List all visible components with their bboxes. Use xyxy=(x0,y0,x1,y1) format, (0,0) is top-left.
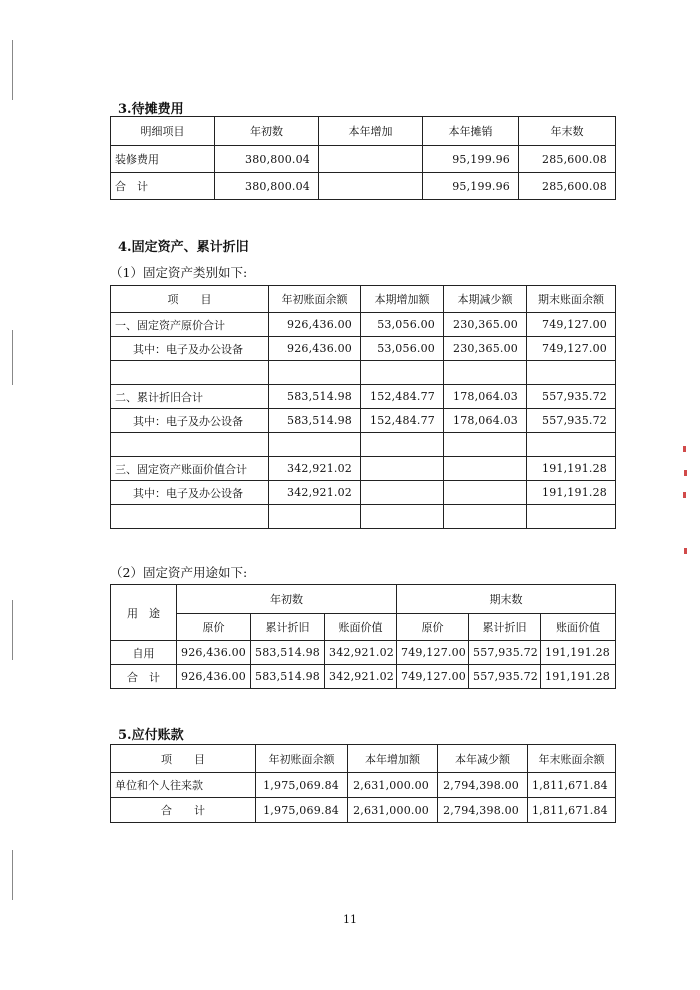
table-row xyxy=(111,337,616,361)
value-cell: 342,921.02 xyxy=(325,665,397,689)
value-cell: 191,191.28 xyxy=(527,481,616,505)
left-edge-mark xyxy=(12,40,13,100)
value-cell: 191,191.28 xyxy=(541,665,616,689)
value-cell: 53,056.00 xyxy=(361,337,444,361)
value-cell: 749,127.00 xyxy=(527,313,616,337)
section-title-accounts-payable: 5.应付账款 xyxy=(118,728,184,743)
fixed-asset-usage-table xyxy=(110,584,616,689)
header-cell: 年初账面余额 xyxy=(269,286,361,313)
value-cell xyxy=(319,173,423,200)
value-cell: 749,127.00 xyxy=(527,337,616,361)
table-row xyxy=(111,773,616,798)
row-label: 其中：电子及办公设备 xyxy=(111,481,269,505)
value-cell xyxy=(361,481,444,505)
value-cell: 1,975,069.84 xyxy=(256,798,348,823)
value-cell: 926,436.00 xyxy=(177,665,251,689)
header-cell: 本年摊销 xyxy=(423,117,519,146)
row-label: 合 计 xyxy=(111,173,215,200)
section-title-deferred-expenses: 3.待摊费用 xyxy=(118,102,184,117)
header-cell: 项 目 xyxy=(111,745,256,773)
accounts-payable-table xyxy=(110,744,616,823)
table-header-row xyxy=(111,117,616,146)
empty-cell xyxy=(111,433,269,457)
header-cell: 账面价值 xyxy=(325,614,397,641)
table-header-row xyxy=(111,286,616,313)
header-cell-usage: 用 途 xyxy=(111,585,177,641)
value-cell: 230,365.00 xyxy=(444,313,527,337)
seal-fragment-mark xyxy=(683,446,686,452)
page-number: 11 xyxy=(343,913,357,926)
row-label: 其中：电子及办公设备 xyxy=(111,409,269,433)
value-cell: 749,127.00 xyxy=(397,665,469,689)
table-row xyxy=(111,481,616,505)
value-cell: 583,514.98 xyxy=(251,665,325,689)
empty-cell xyxy=(269,505,361,529)
value-cell xyxy=(319,146,423,173)
section-title-fixed-assets: 4.固定资产、累计折旧 xyxy=(118,240,249,255)
value-cell: 285,600.08 xyxy=(519,173,616,200)
empty-cell xyxy=(269,433,361,457)
value-cell: 380,800.04 xyxy=(215,173,319,200)
left-edge-mark xyxy=(12,600,13,660)
header-cell: 累计折旧 xyxy=(469,614,541,641)
table-row-total xyxy=(111,798,616,823)
row-label: 自用 xyxy=(111,641,177,665)
value-cell: 342,921.02 xyxy=(269,457,361,481)
row-label: 二、累计折旧合计 xyxy=(111,385,269,409)
row-label: 装修费用 xyxy=(111,146,215,173)
value-cell: 557,935.72 xyxy=(527,385,616,409)
value-cell: 2,631,000.00 xyxy=(348,773,438,798)
table-row xyxy=(111,313,616,337)
header-cell: 本年减少额 xyxy=(438,745,528,773)
value-cell: 926,436.00 xyxy=(269,313,361,337)
deferred-expenses-table xyxy=(110,116,616,200)
value-cell: 1,811,671.84 xyxy=(528,773,616,798)
header-cell: 本期增加额 xyxy=(361,286,444,313)
value-cell: 178,064.03 xyxy=(444,385,527,409)
value-cell: 285,600.08 xyxy=(519,146,616,173)
value-cell xyxy=(361,457,444,481)
subtitle-fixed-asset-usage: （2）固定资产用途如下: xyxy=(110,565,248,580)
header-cell: 本期减少额 xyxy=(444,286,527,313)
value-cell: 53,056.00 xyxy=(361,313,444,337)
table-row xyxy=(111,146,616,173)
header-cell: 本年增加额 xyxy=(348,745,438,773)
header-cell: 累计折旧 xyxy=(251,614,325,641)
value-cell: 342,921.02 xyxy=(325,641,397,665)
header-cell: 原价 xyxy=(177,614,251,641)
value-cell: 230,365.00 xyxy=(444,337,527,361)
left-edge-mark xyxy=(12,850,13,900)
value-cell: 2,794,398.00 xyxy=(438,773,528,798)
seal-fragment-mark xyxy=(684,470,687,476)
value-cell: 2,794,398.00 xyxy=(438,798,528,823)
empty-cell xyxy=(361,433,444,457)
value-cell: 557,935.72 xyxy=(527,409,616,433)
header-cell: 期末账面余额 xyxy=(527,286,616,313)
header-cell: 原价 xyxy=(397,614,469,641)
value-cell: 583,514.98 xyxy=(251,641,325,665)
row-label: 一、固定资产原价合计 xyxy=(111,313,269,337)
value-cell: 2,631,000.00 xyxy=(348,798,438,823)
table-header-row xyxy=(111,585,616,614)
value-cell: 152,484.77 xyxy=(361,409,444,433)
table-row xyxy=(111,457,616,481)
header-cell: 本年增加 xyxy=(319,117,423,146)
header-cell: 年初账面余额 xyxy=(256,745,348,773)
seal-fragment-mark xyxy=(683,492,686,498)
value-cell: 1,811,671.84 xyxy=(528,798,616,823)
table-row-total xyxy=(111,665,616,689)
value-cell: 152,484.77 xyxy=(361,385,444,409)
table-subheader-row xyxy=(111,614,616,641)
value-cell: 191,191.28 xyxy=(527,457,616,481)
table-row-total xyxy=(111,173,616,200)
value-cell: 178,064.03 xyxy=(444,409,527,433)
seal-fragment-mark xyxy=(684,548,687,554)
row-label: 其中：电子及办公设备 xyxy=(111,337,269,361)
header-group-beginning: 年初数 xyxy=(177,585,397,614)
row-label: 合 计 xyxy=(111,665,177,689)
empty-cell xyxy=(111,505,269,529)
empty-cell xyxy=(361,505,444,529)
table-header-row xyxy=(111,745,616,773)
table-row xyxy=(111,409,616,433)
table-row-empty xyxy=(111,505,616,529)
value-cell: 95,199.96 xyxy=(423,173,519,200)
value-cell: 1,975,069.84 xyxy=(256,773,348,798)
value-cell: 926,436.00 xyxy=(177,641,251,665)
header-cell: 账面价值 xyxy=(541,614,616,641)
row-label: 三、固定资产账面价值合计 xyxy=(111,457,269,481)
value-cell: 557,935.72 xyxy=(469,665,541,689)
value-cell: 926,436.00 xyxy=(269,337,361,361)
value-cell: 749,127.00 xyxy=(397,641,469,665)
value-cell: 583,514.98 xyxy=(269,409,361,433)
value-cell: 95,199.96 xyxy=(423,146,519,173)
value-cell: 557,935.72 xyxy=(469,641,541,665)
empty-cell xyxy=(444,361,527,385)
table-row xyxy=(111,385,616,409)
empty-cell xyxy=(444,433,527,457)
empty-cell xyxy=(111,361,269,385)
header-cell: 年末数 xyxy=(519,117,616,146)
empty-cell xyxy=(444,505,527,529)
table-row-empty xyxy=(111,433,616,457)
value-cell xyxy=(444,481,527,505)
empty-cell xyxy=(269,361,361,385)
row-label: 单位和个人往来款 xyxy=(111,773,256,798)
row-label: 合 计 xyxy=(111,798,256,823)
value-cell: 583,514.98 xyxy=(269,385,361,409)
empty-cell xyxy=(527,505,616,529)
left-edge-mark xyxy=(12,330,13,385)
header-cell: 项 目 xyxy=(111,286,269,313)
header-cell: 明细项目 xyxy=(111,117,215,146)
header-group-ending: 期末数 xyxy=(397,585,616,614)
empty-cell xyxy=(527,433,616,457)
value-cell: 191,191.28 xyxy=(541,641,616,665)
table-row-empty xyxy=(111,361,616,385)
fixed-asset-category-table xyxy=(110,285,616,529)
subtitle-fixed-asset-category: （1）固定资产类别如下: xyxy=(110,265,248,280)
empty-cell xyxy=(361,361,444,385)
value-cell: 380,800.04 xyxy=(215,146,319,173)
value-cell xyxy=(444,457,527,481)
empty-cell xyxy=(527,361,616,385)
value-cell: 342,921.02 xyxy=(269,481,361,505)
table-row xyxy=(111,641,616,665)
header-cell: 年初数 xyxy=(215,117,319,146)
header-cell: 年末账面余额 xyxy=(528,745,616,773)
